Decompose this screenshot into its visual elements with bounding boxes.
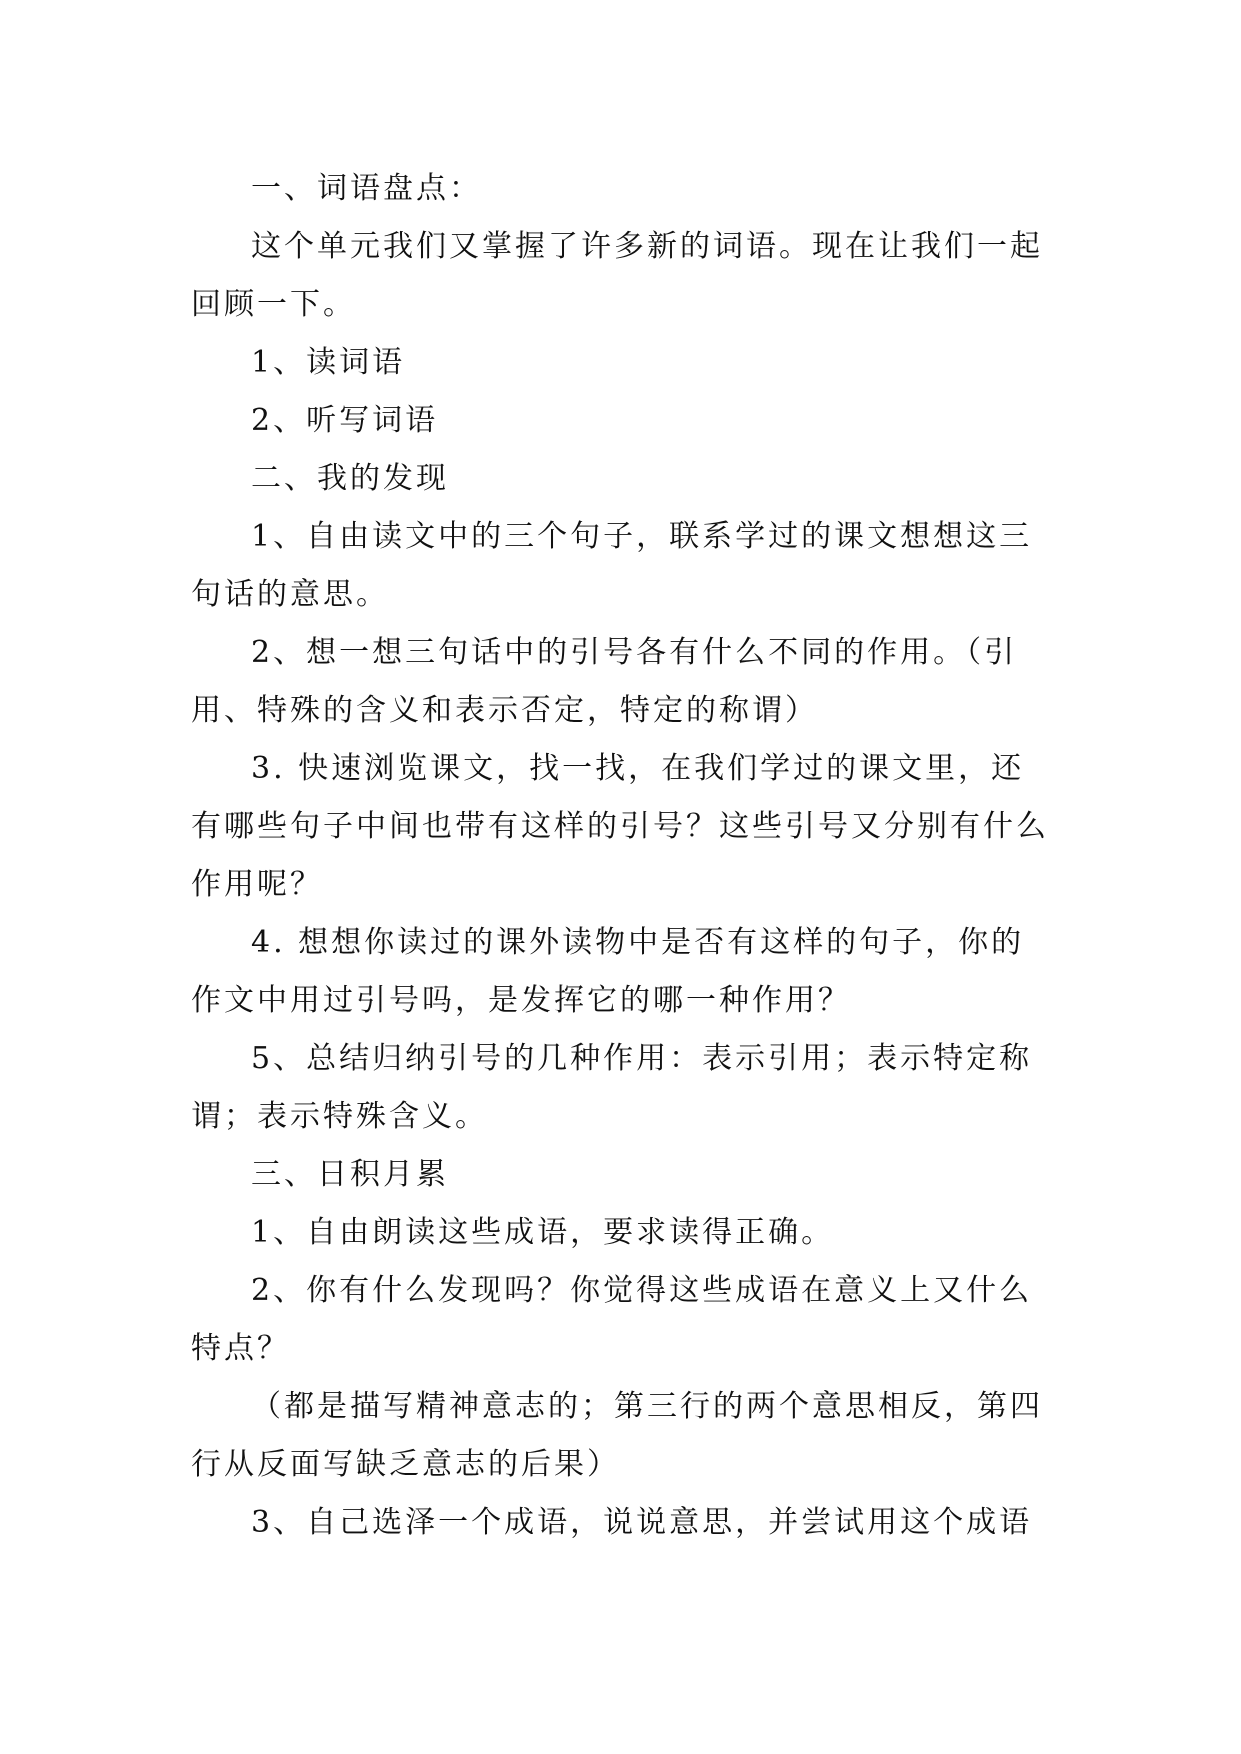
list-item-read-sentences: 1、自由读文中的三个句子，联系学过的课文想想这三句话的意思。 <box>191 519 1033 612</box>
list-item-extracurricular: 4. 想想你读过的课外读物中是否有这样的句子，你的作文中用过引号吗，是发挥它的哪一种作用？ <box>191 925 1025 1018</box>
list-item-findings: 2、你有什么发现吗？你觉得这些成语在意义上又什么特点？ <box>191 1273 1033 1366</box>
list-item-read-words: 1、读词语 <box>251 345 406 380</box>
section-heading-my-discovery: 二、我的发现 <box>251 461 449 496</box>
list-item-quote-usage: 2、想一想三句话中的引号各有什么不同的作用。（引用、特殊的含义和表示否定，特定的称谓） <box>191 635 1018 728</box>
section-heading-word-review: 一、词语盘点： <box>251 171 482 206</box>
paragraph-answer-note: （都是描写精神意志的；第三行的两个意思相反，第四行从反面写缺乏意志的后果） <box>191 1389 1043 1482</box>
list-item-read-idioms: 1、自由朗读这些成语，要求读得正确。 <box>251 1215 835 1250</box>
list-item-choose-idiom: 3、自己选泽一个成语，说说意思，并尝试用这个成语 <box>251 1505 1033 1540</box>
document-page <box>191 160 1051 1552</box>
list-item-browse-texts: 3. 快速浏览课文，找一找，在我们学过的课文里，还有哪些句子中间也带有这样的引号？这些引号又分别有什么作用呢？ <box>191 751 1049 902</box>
list-item-dictation: 2、听写词语 <box>251 403 439 438</box>
section-heading-daily-accumulation: 三、日积月累 <box>251 1157 449 1192</box>
paragraph-intro: 这个单元我们又掌握了许多新的词语。现在让我们一起回顾一下。 <box>191 229 1043 322</box>
list-item-summary: 5、总结归纳引号的几种作用：表示引用；表示特定称谓；表示特殊含义。 <box>191 1041 1033 1134</box>
